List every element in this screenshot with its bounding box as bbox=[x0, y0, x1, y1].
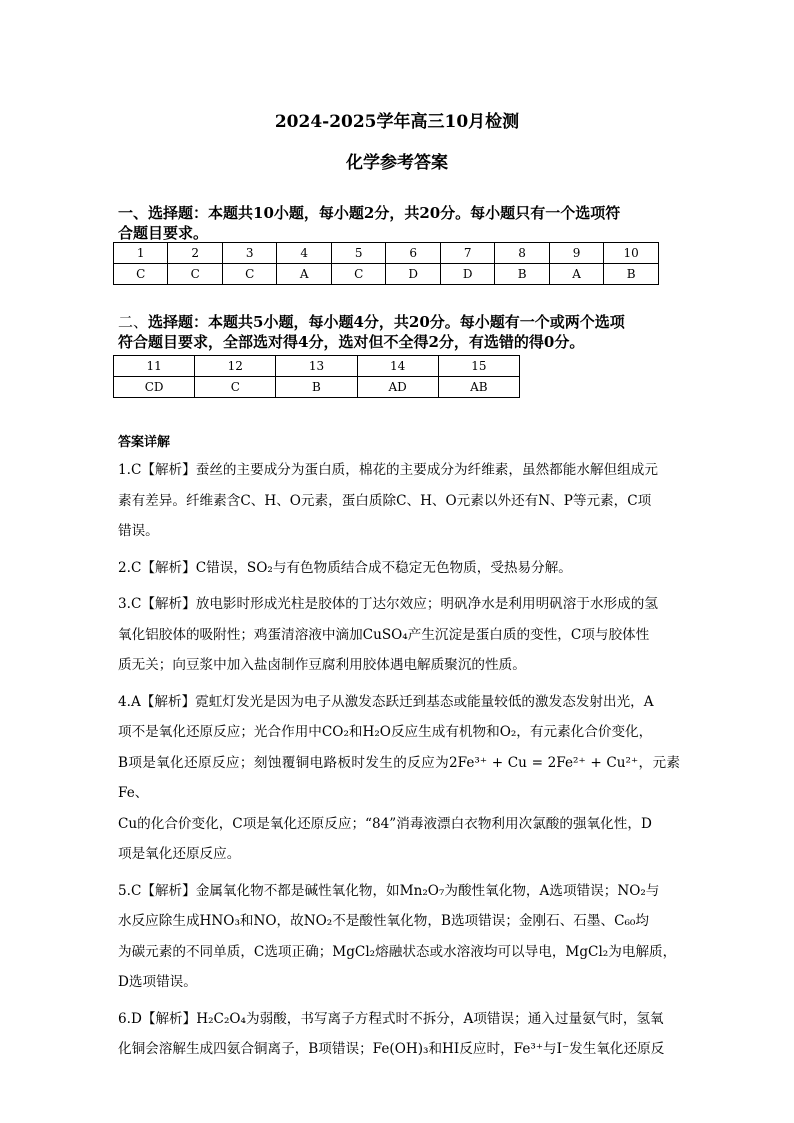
section2-heading-line1 bbox=[118, 312, 688, 332]
explanation-text: 金属氧化物不都是碱性氧化物，如Mn₂O₇为酸性氧化物，A选项错误；NO₂与 bbox=[195, 882, 660, 899]
explanation-text: 蚕丝的主要成分为蛋白质，棉花的主要成分为纤维素，虽然都能水解但组成元 bbox=[195, 462, 658, 478]
explanation-line bbox=[118, 876, 680, 907]
answer-cell: C bbox=[114, 264, 168, 285]
explanation-label: 1.C【解析】 bbox=[118, 462, 196, 478]
explanation-line: B项是氧化还原反应；刻蚀覆铜电路板时发生的反应为2Fe³⁺ + Cu = 2Fe²⁺ + Cu²⁺，元素Fe、 bbox=[118, 754, 680, 801]
explanation-label: 2.C【解析】 bbox=[118, 559, 196, 576]
section2-heading-text: 选择题：本题共5小题，每小题4分，共20分。每小题有一个或两个选项 bbox=[148, 313, 625, 331]
answer-cell: B bbox=[604, 264, 659, 285]
explanation-text: 放电影时形成光柱是胶体的丁达尔效应；明矾净水是利用明矾溶于水形成的氢 bbox=[195, 596, 658, 612]
answer-cell: A bbox=[549, 264, 603, 285]
document-subtitle: 化学参考答案 bbox=[346, 153, 448, 173]
explanation-2 bbox=[118, 553, 680, 584]
explanation-line bbox=[118, 455, 680, 486]
answer-cell: D bbox=[440, 264, 494, 285]
section1-heading bbox=[118, 203, 688, 243]
details-heading: 答案详解 bbox=[118, 435, 171, 450]
question-number: 11 bbox=[114, 356, 195, 377]
explanation-line: D选项错误。 bbox=[118, 974, 197, 990]
answer-cell: CD bbox=[114, 377, 195, 398]
explanation-label: 5.C【解析】 bbox=[118, 882, 196, 899]
section2-answer-table bbox=[113, 355, 520, 398]
explanation-line: 素有差异。纤维素含C、H、O元素，蛋白质除C、H、O元素以外还有N、P等元素，C项 bbox=[118, 492, 652, 509]
explanation-label: 3.C【解析】 bbox=[118, 596, 196, 612]
table-row-numbers bbox=[114, 243, 659, 264]
explanation-line: 项是氧化还原反应。 bbox=[118, 846, 241, 862]
question-number: 4 bbox=[277, 243, 331, 264]
explanation-line bbox=[118, 589, 680, 620]
explanation-text: C错误，SO₂与有色物质结合成不稳定无色物质，受热易分解。 bbox=[195, 559, 572, 576]
question-number: 3 bbox=[222, 243, 276, 264]
question-number: 9 bbox=[549, 243, 603, 264]
table-row-answers bbox=[114, 377, 520, 398]
explanation-line: 质无关；向豆浆中加入盐卤制作豆腐利用胶体遇电解质聚沉的性质。 bbox=[118, 657, 526, 673]
explanation-5 bbox=[118, 876, 680, 998]
explanation-text: H₂C₂O₄为弱酸，书写离子方程式时不拆分，A项错误；通入过量氨气时，氢氧 bbox=[196, 1010, 664, 1027]
section1-heading-line1: 一、选择题：本题共10小题，每小题2分，共20分。每小题只有一个选项符 bbox=[118, 204, 621, 222]
explanation-line bbox=[118, 1004, 680, 1035]
question-number: 15 bbox=[438, 356, 519, 377]
explanation-label: 4.A【解析】 bbox=[118, 693, 196, 710]
question-number: 7 bbox=[440, 243, 494, 264]
answer-cell: A bbox=[277, 264, 331, 285]
section1-heading-line2: 合题目要求。 bbox=[118, 224, 209, 242]
answer-cell: B bbox=[276, 377, 357, 398]
explanation-line: 项不是氧化还原反应；光合作用中CO₂和H₂O反应生成有机物和O₂，有元素化合价变化， bbox=[118, 724, 653, 740]
explanation-1 bbox=[118, 455, 680, 547]
explanation-line bbox=[118, 687, 680, 718]
answer-cell: B bbox=[495, 264, 549, 285]
answer-cell: C bbox=[195, 377, 276, 398]
question-number: 2 bbox=[168, 243, 222, 264]
question-number: 10 bbox=[604, 243, 659, 264]
explanation-line: 错误。 bbox=[118, 523, 159, 539]
question-number: 14 bbox=[357, 356, 438, 377]
answer-cell: AD bbox=[357, 377, 438, 398]
explanation-line: 化铜会溶解生成四氨合铜离子，B项错误；Fe(OH)₃和HI反应时，Fe³⁺与I⁻发生氧化还原反 bbox=[118, 1041, 665, 1057]
question-number: 6 bbox=[386, 243, 440, 264]
question-number: 8 bbox=[495, 243, 549, 264]
table-row-numbers bbox=[114, 356, 520, 377]
table-row-answers bbox=[114, 264, 659, 285]
explanation-line: Cu的化合价变化，C项是氧化还原反应；“84”消毒液漂白衣物利用次氯酸的强氧化性，D bbox=[118, 815, 652, 832]
explanation-label: 6.D【解析】 bbox=[118, 1010, 197, 1027]
explanation-line bbox=[118, 553, 680, 584]
section2-heading-lead: 二、 bbox=[118, 313, 149, 331]
explanation-line: 氧化铝胶体的吸附性；鸡蛋清溶液中滴加CuSO₄产生沉淀是蛋白质的变性，C项与胶体性 bbox=[118, 626, 650, 643]
explanation-3 bbox=[118, 589, 680, 681]
explanation-4 bbox=[118, 687, 680, 870]
question-number: 12 bbox=[195, 356, 276, 377]
explanation-line: 水反应除生成HNO₃和NO，故NO₂不是酸性氧化物，B选项错误；金刚石、石墨、C₆₀均 bbox=[118, 913, 649, 929]
details-body bbox=[118, 455, 680, 1071]
section2-heading bbox=[118, 312, 688, 352]
document-title: 2024-2025学年高三10月检测 bbox=[274, 112, 520, 132]
answer-cell: D bbox=[386, 264, 440, 285]
answer-cell: C bbox=[222, 264, 276, 285]
explanation-text: 霓虹灯发光是因为电子从激发态跃迁到基态或能量较低的激发态发射出光，A bbox=[195, 693, 654, 710]
section1-answer-table bbox=[113, 242, 659, 285]
explanation-line: 为碳元素的不同单质，C选项正确；MgCl₂熔融状态或水溶液均可以导电，MgCl₂为电解质， bbox=[118, 943, 677, 960]
explanation-6 bbox=[118, 1004, 680, 1065]
question-number: 13 bbox=[276, 356, 357, 377]
question-number: 1 bbox=[114, 243, 168, 264]
answer-cell: C bbox=[331, 264, 385, 285]
answer-cell: C bbox=[168, 264, 222, 285]
question-number: 5 bbox=[331, 243, 385, 264]
section2-heading-line2: 符合题目要求，全部选对得4分，选对但不全得2分，有选错的得0分。 bbox=[118, 333, 585, 351]
answer-cell: AB bbox=[438, 377, 519, 398]
